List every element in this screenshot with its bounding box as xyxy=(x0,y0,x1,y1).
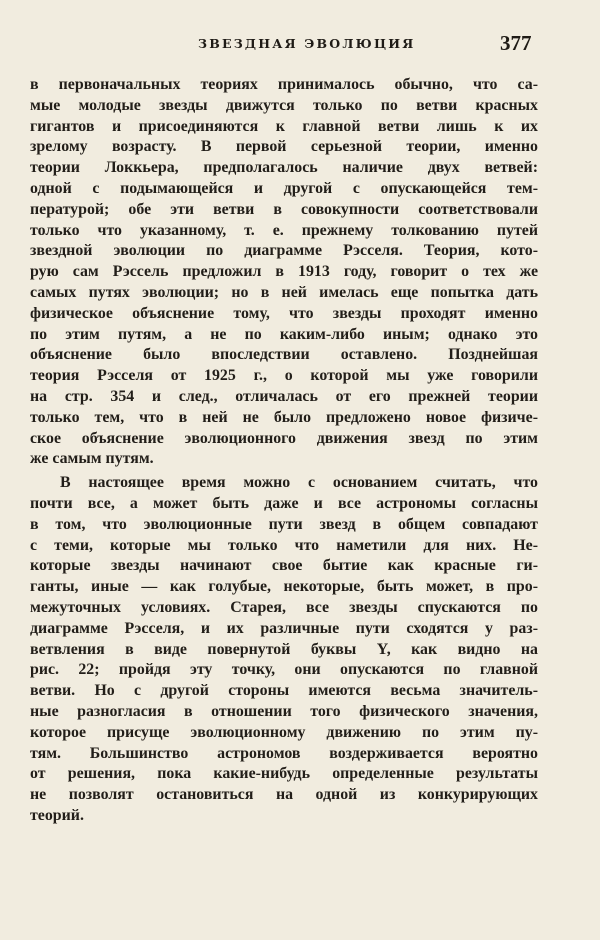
text-line: межуточных условиях. Старея, все звезды спускаются по xyxy=(30,598,538,616)
text-line: не позволят остановиться на одной из конкурирующих xyxy=(30,786,538,804)
text-line: ское объяснение эволюционного движения звезд по этим xyxy=(30,429,538,447)
paragraph-2 xyxy=(30,473,538,827)
text-line: от решения, пока какие-нибудь определенные результаты xyxy=(30,765,538,783)
text-line: объяснение было впоследствии оставлено. Позднейшая xyxy=(30,346,538,364)
running-title: ЗВЕЗДНАЯ ЭВОЛЮЦИЯ xyxy=(198,36,416,51)
text-line: тям. Большинство астрономов воздерживается вероятно xyxy=(30,744,538,762)
text-line: в том, что эволюционные пути звезд в общем совпадают xyxy=(30,515,538,533)
text-line: ветви. Но с другой стороны имеются весьма значитель- xyxy=(30,682,538,700)
paragraph-1 xyxy=(30,75,538,470)
text-line: теория Рэсселя от 1925 г., о которой мы уже говорили xyxy=(30,367,538,385)
text-line: мые молодые звезды движутся только по ветви красных xyxy=(30,96,538,114)
text-line: теорий. xyxy=(30,806,84,824)
text-line: в первоначальных теориях принималось обычно, что са- xyxy=(30,76,538,93)
text-line: одной с подымающейся и другой с опускающейся тем- xyxy=(30,179,538,197)
text-line: диаграмме Рэсселя, и их различные пути сходятся у раз- xyxy=(30,619,538,637)
text-line: пературой; обе эти ветви в совокупности соответствовали xyxy=(30,200,538,218)
text-line: которое присуще эволюционному движению по этим пу- xyxy=(30,723,538,741)
text-line: же самым путям. xyxy=(30,450,154,468)
text-line: ные разногласия в отношении того физического значения, xyxy=(30,702,538,720)
text-line: с теми, которые мы только что наметили для них. Не- xyxy=(30,536,538,554)
page-number: 377 xyxy=(500,31,532,55)
text-line: зрелому возрасту. В первой серьезной теории, именно xyxy=(30,138,538,156)
text-line: на стр. 354 и след., отличалась от его прежней теории xyxy=(30,387,538,405)
text-line: физическое объяснение тому, что звезды проходят именно xyxy=(30,304,538,322)
text-line: звездной эволюции по диаграмме Рэсселя. Теория, кото- xyxy=(30,242,538,260)
text-line: которые звезды начинают свое бытие как красные ги- xyxy=(30,557,538,575)
text-line: ганты, иные — как голубые, некоторые, быть может, в про- xyxy=(30,578,538,596)
text-line: гигантов и присоединяются к главной ветви лишь к их xyxy=(30,117,538,135)
text-line: рис. 22; пройдя эту точку, они опускаются по главной xyxy=(30,661,538,679)
text-line: рую сам Рэссель предложил в 1913 году, говорит о тех же xyxy=(30,263,538,281)
text-line: почти все, а может быть даже и все астрономы согласны xyxy=(30,494,538,512)
text-line: ветвления в виде повернутой буквы Y, как видно на xyxy=(30,640,538,658)
page-header xyxy=(0,31,600,56)
text-line: только тем, что в ней не было предложено новое физиче- xyxy=(30,408,538,426)
text-line: по этим путям, а не по каким-либо иным; однако это xyxy=(30,325,538,343)
body-text xyxy=(30,75,538,827)
text-line: В настоящее время можно с основанием считать, что xyxy=(60,474,538,492)
text-line: самых путях эволюции; но в ней имелась еще попытка дать xyxy=(30,283,538,301)
text-line: только что указанному, т. е. прежнему толкованию путей xyxy=(30,221,538,239)
text-line: теории Локкьера, предполагалось наличие двух ветвей: xyxy=(30,159,538,177)
